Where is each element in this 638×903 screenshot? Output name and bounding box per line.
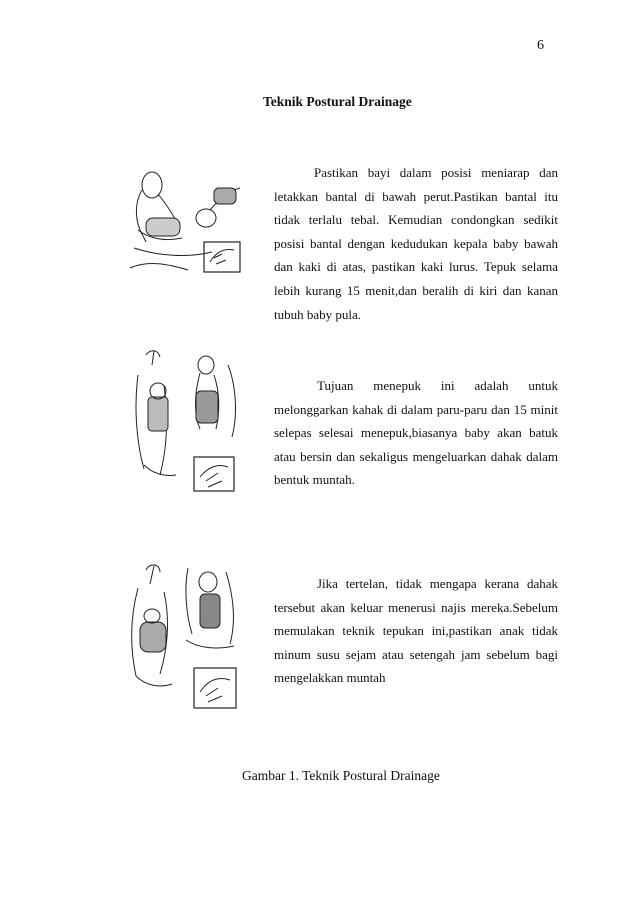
section-heading: Teknik Postural Drainage [263,94,412,109]
paragraph-2-text: Tujuan menepuk ini adalah untuk melonggarkan kahak di dalam paru-paru dan 15 minit selepas selesai menepuk,biasanya baby akan batuk atau bersin dan sekaligus mengeluarkan dahak dalam bentuk muntah. [274,378,558,488]
illustration-sitting-patting [126,558,246,713]
illustration-side-patting [128,345,248,495]
paragraph-1 [274,161,558,326]
page-number: 6 [537,38,544,53]
figure-caption: Gambar 1. Teknik Postural Drainage [242,768,440,783]
illustration-prone-positioning [128,160,248,275]
paragraph-3-text: Jika tertelan, tidak mengapa kerana dahak tersebut akan keluar menerusi najis mereka.Sebelum memulakan teknik tepukan ini,pastikan anak tidak minum susu sejam atau setengah jam sebelum bagi mengelakkan muntah [274,576,558,686]
paragraph-3 [274,572,558,690]
paragraph-2 [274,374,558,492]
paragraph-1-text: Pastikan bayi dalam posisi meniarap dan letakkan bantal di bawah perut.Pastikan bantal itu tidak terlalu tebal. Kemudian condongkan sedikit posisi bantal dengan kedudukan kepala baby bawah dan kaki di atas, pastikan kaki lurus. Tepuk selama lebih kurang 15 menit,dan beralih di kiri dan kanan tubuh baby pula. [274,165,558,322]
